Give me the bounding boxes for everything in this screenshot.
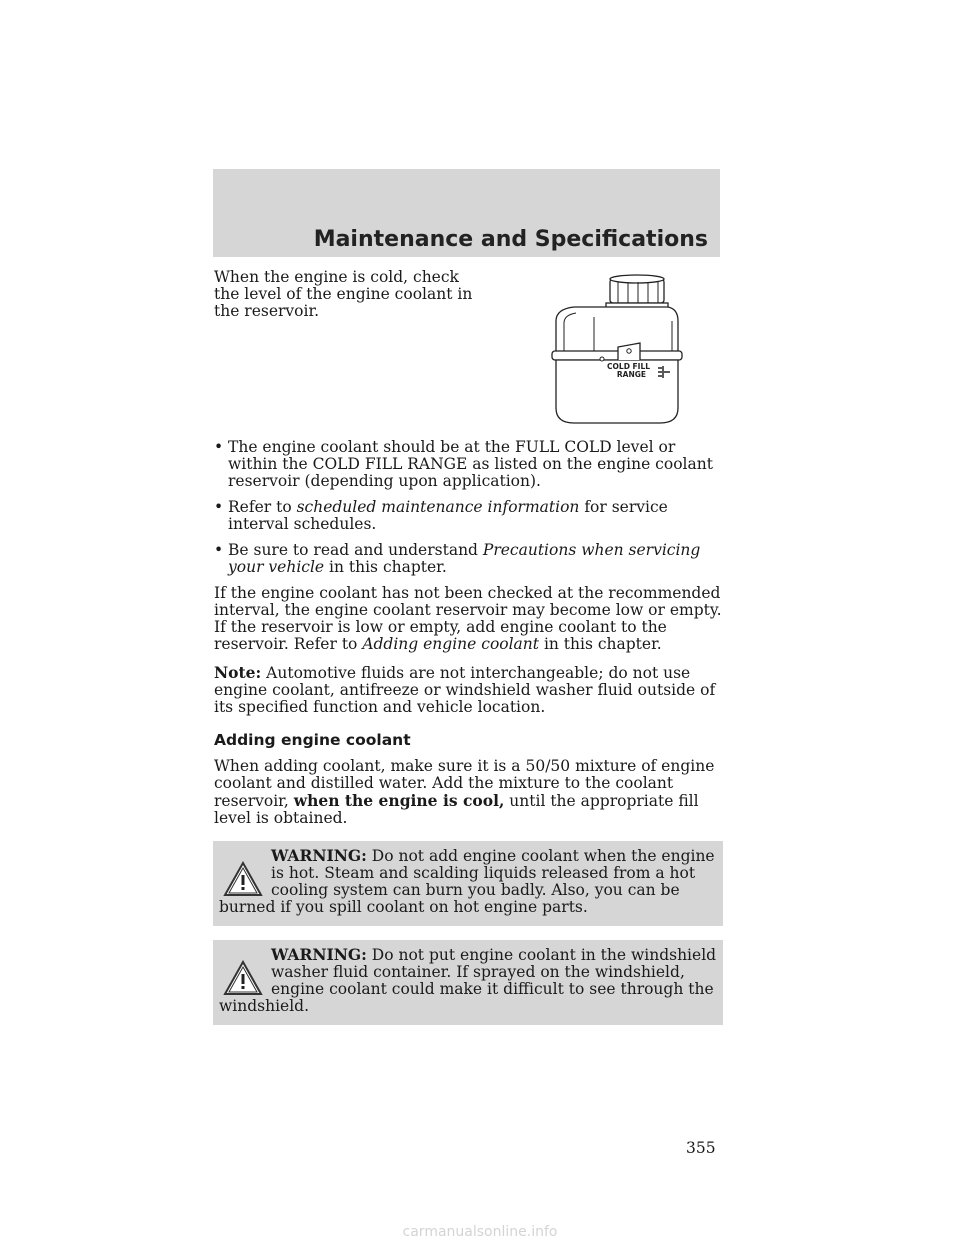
page-content <box>214 269 722 1039</box>
intro-text: When the engine is cold, check the level of the engine coolant in the reservoir. <box>214 268 473 320</box>
bullet-text-italic: scheduled maintenance information <box>296 498 580 516</box>
adding-coolant-heading: Adding engine coolant <box>214 731 411 749</box>
note-label: Note: <box>214 663 262 682</box>
bullet-text-pre: Be sure to read and understand <box>228 541 483 559</box>
cold-fill-label-line1: COLD FILL <box>607 362 650 371</box>
adding-text-pre: When adding coolant, make sure it is a 50/50 mixture of engine coolant and distilled water. Add the mixture to the coolant reservoir, <box>214 757 715 810</box>
note-text: Automotive fluids are not interchangeable; do not use engine coolant, antifreeze or windshield washer fluid outside of its specified function and vehicle location. <box>214 664 716 716</box>
warning-label: WARNING: <box>271 846 367 865</box>
bullet-mark: • <box>214 541 224 559</box>
check-text-italic: Adding engine coolant <box>362 635 540 653</box>
warning-text: Do not put engine coolant in the windshield washer fluid container. If sprayed on the windshield, engine coolant could make it difficult to see through the windshield. <box>219 946 717 1015</box>
adding-paragraph <box>214 758 722 827</box>
bullet-text-pre: Refer to <box>228 498 297 516</box>
intro-block <box>214 269 484 439</box>
bullet-text-italic: Precautions when servicing your vehicle <box>228 541 701 576</box>
adding-text-post: until the appropriate fill level is obtained. <box>214 792 699 827</box>
warning-box <box>213 841 723 926</box>
list-item <box>214 542 722 576</box>
footer-watermark[interactable]: carmanualsonline.info <box>402 1224 558 1240</box>
bullet-mark: • <box>214 438 224 456</box>
check-paragraph <box>214 585 722 653</box>
warning-label: WARNING: <box>271 945 367 964</box>
list-item <box>214 439 722 490</box>
cold-fill-label-line2: RANGE <box>616 370 646 379</box>
bullet-text-post: for service interval schedules. <box>228 498 668 533</box>
bullet-mark: • <box>214 498 224 516</box>
section-header <box>213 169 720 257</box>
note-paragraph <box>214 664 722 716</box>
warning-box <box>213 940 723 1025</box>
page-number: 355 <box>686 1139 716 1157</box>
section-title: Maintenance and Specifications <box>313 227 708 252</box>
bullet-list <box>214 439 722 576</box>
check-text-pre: If the engine coolant has not been checked at the recommended interval, the engine coolant reservoir may become low or empty. If the reservoir is low or empty, add engine coolant to the reservoir. Refer to <box>214 584 722 653</box>
check-text-post: in this chapter. <box>539 635 662 653</box>
warning-triangle-icon <box>223 861 263 897</box>
bullet-text-post: in this chapter. <box>324 558 447 576</box>
bullet-text: The engine coolant should be at the FULL COLD level or within the COLD FILL RANGE as listed on the engine coolant reservoir (depending upon application). <box>228 438 713 490</box>
warning-triangle-icon <box>223 960 263 996</box>
warning-text: Do not add engine coolant when the engine is hot. Steam and scalding liquids released from a hot cooling system can burn you badly. Also, you can be burned if you spill coolant on hot engine parts. <box>219 847 715 916</box>
adding-text-bold: when the engine is cool, <box>293 791 505 810</box>
coolant-reservoir-icon <box>534 273 704 428</box>
list-item <box>214 499 722 533</box>
coolant-reservoir-illustration <box>534 273 704 428</box>
